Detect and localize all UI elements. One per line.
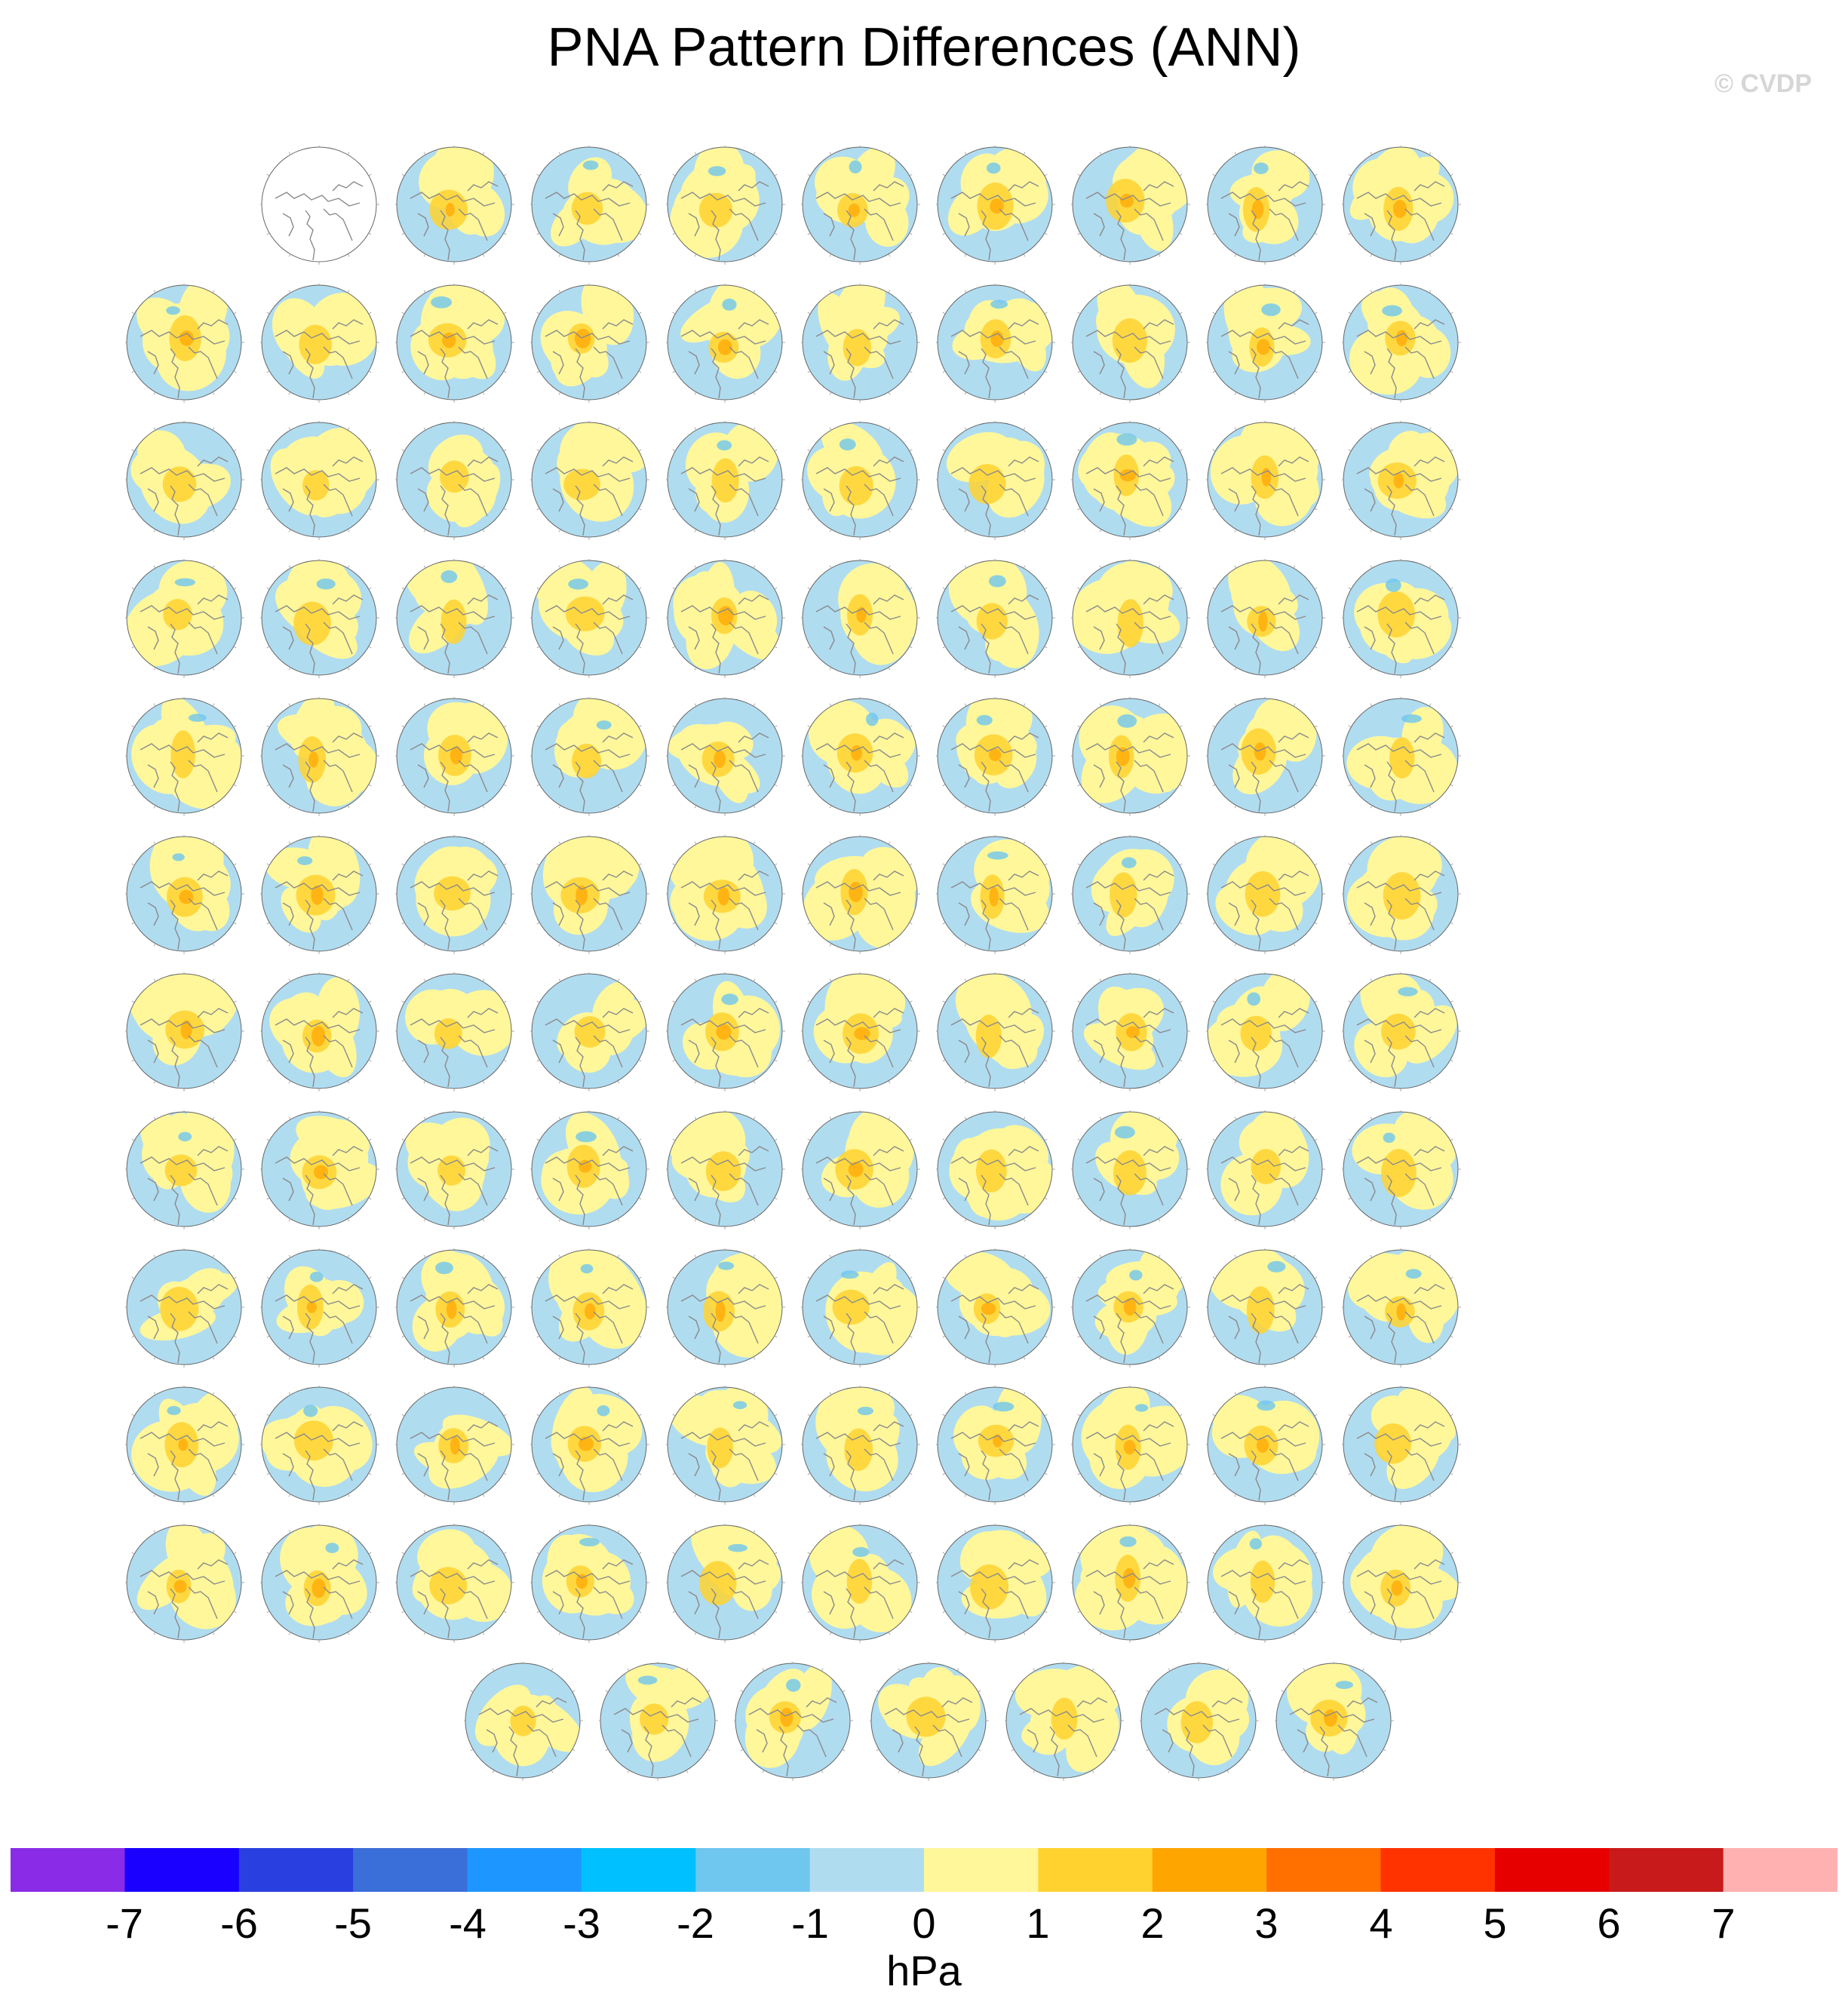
- difference-map: [936, 1386, 1057, 1508]
- difference-map: [1071, 1248, 1192, 1371]
- map-panel: [120, 1235, 248, 1374]
- difference-map: [936, 559, 1057, 681]
- difference-map: [666, 697, 787, 819]
- map-panel: [120, 545, 248, 685]
- map-panel: [796, 1097, 924, 1236]
- map-panel: [1337, 1097, 1465, 1236]
- colorbar-tick-label: 4: [1369, 1899, 1393, 1947]
- difference-map: [530, 421, 651, 543]
- map-panel: [661, 407, 789, 547]
- map-panel: [999, 1648, 1128, 1788]
- difference-map: [395, 559, 516, 681]
- colorbar-tick-label: 6: [1597, 1899, 1621, 1947]
- difference-map: [260, 972, 381, 1095]
- colorbar-tick-label: 1: [1026, 1899, 1050, 1947]
- watermark: © CVDP: [1714, 69, 1812, 98]
- map-panel: [255, 1097, 383, 1236]
- map-panel: [661, 1510, 789, 1650]
- difference-map: [260, 1110, 381, 1233]
- map-panel: [525, 1235, 653, 1374]
- difference-map: [734, 1662, 855, 1784]
- map-panel: [796, 132, 924, 272]
- difference-map: [260, 284, 381, 406]
- colorbar-tick-label: 7: [1711, 1899, 1736, 1947]
- difference-map: [1342, 697, 1463, 819]
- map-panel: [931, 132, 1059, 272]
- map-panel: [1066, 132, 1194, 272]
- difference-map: [125, 559, 246, 681]
- colorbar-swatch: [1381, 1848, 1496, 1892]
- map-panel: [525, 1372, 653, 1512]
- difference-map: [936, 972, 1057, 1095]
- difference-map: [1071, 559, 1192, 681]
- map-panel: [255, 270, 383, 410]
- colorbar-swatch: [1266, 1848, 1381, 1892]
- difference-map: [125, 972, 246, 1095]
- colorbar-tick-label: 5: [1483, 1899, 1507, 1947]
- difference-map: [1342, 1524, 1463, 1646]
- map-panel: [931, 959, 1059, 1098]
- map-panel: [931, 270, 1059, 410]
- difference-map: [395, 1110, 516, 1233]
- difference-map: [395, 421, 516, 543]
- map-panel: [661, 959, 789, 1098]
- difference-map: [1206, 972, 1327, 1095]
- map-panel: [1201, 1235, 1329, 1374]
- map-panel: [255, 545, 383, 685]
- colorbar-tick-label: 2: [1140, 1899, 1165, 1947]
- map-panel: [390, 407, 518, 547]
- colorbar-swatch: [1495, 1848, 1610, 1892]
- map-panel: [1066, 959, 1194, 1098]
- difference-map: [1206, 421, 1327, 543]
- difference-map: [1342, 559, 1463, 681]
- difference-map: [1206, 284, 1327, 406]
- map-panel: [525, 132, 653, 272]
- difference-map: [1206, 697, 1327, 819]
- map-panel: [1337, 1510, 1465, 1650]
- map-panel: [1337, 132, 1465, 272]
- map-panel: [661, 1372, 789, 1512]
- map-panel: [120, 407, 248, 547]
- map-panel: [390, 132, 518, 272]
- map-panel: [796, 683, 924, 823]
- map-panel: [661, 132, 789, 272]
- map-panel: [390, 959, 518, 1098]
- difference-map: [464, 1662, 585, 1784]
- difference-map: [1206, 1110, 1327, 1233]
- difference-map: [870, 1662, 990, 1784]
- map-panel: [1066, 1235, 1194, 1374]
- map-panel: [390, 1097, 518, 1236]
- difference-map: [666, 559, 787, 681]
- colorbar-swatch: [11, 1848, 125, 1892]
- map-panel: [390, 1235, 518, 1374]
- map-panel: [661, 545, 789, 685]
- map-panel: [661, 1235, 789, 1374]
- difference-map: [1071, 421, 1192, 543]
- difference-map: [801, 284, 922, 406]
- map-panel: [1201, 1372, 1329, 1512]
- difference-map: [260, 1248, 381, 1371]
- map-panel: [525, 545, 653, 685]
- map-panel: [459, 1648, 587, 1788]
- difference-map: [666, 835, 787, 957]
- map-panel: [1066, 270, 1194, 410]
- difference-map: [530, 1248, 651, 1371]
- colorbar-tick-label: -5: [334, 1899, 372, 1947]
- map-panel: [1201, 132, 1329, 272]
- map-panel: [1066, 683, 1194, 823]
- colorbar-swatches: [11, 1848, 1837, 1892]
- map-panel: [1201, 821, 1329, 961]
- map-panel: [120, 1372, 248, 1512]
- map-panel: [1201, 683, 1329, 823]
- difference-map: [666, 1110, 787, 1233]
- colorbar-tick-label: -4: [449, 1899, 487, 1947]
- difference-map: [1206, 1386, 1327, 1508]
- map-panel: [1201, 1097, 1329, 1236]
- difference-map: [1140, 1662, 1260, 1784]
- map-panel: [1337, 545, 1465, 685]
- map-panel: [1201, 407, 1329, 547]
- colorbar-swatch: [924, 1848, 1039, 1892]
- difference-map: [936, 284, 1057, 406]
- difference-map: [801, 1386, 922, 1508]
- difference-map: [260, 1386, 381, 1508]
- difference-map: [530, 835, 651, 957]
- difference-map: [801, 421, 922, 543]
- map-panel: [120, 1097, 248, 1236]
- difference-map: [666, 1386, 787, 1508]
- map-panel: [120, 270, 248, 410]
- difference-map: [666, 421, 787, 543]
- difference-map: [1005, 1662, 1125, 1784]
- difference-map: [936, 146, 1057, 268]
- map-panel: [931, 1372, 1059, 1512]
- difference-map: [666, 972, 787, 1095]
- colorbar-swatch: [1609, 1848, 1724, 1892]
- difference-map: [125, 1248, 246, 1371]
- difference-map: [1342, 421, 1463, 543]
- map-panel: [729, 1648, 857, 1788]
- difference-map: [801, 972, 922, 1095]
- difference-map: [666, 1524, 787, 1646]
- map-panel: [1201, 545, 1329, 685]
- difference-map: [530, 972, 651, 1095]
- difference-map: [801, 559, 922, 681]
- difference-map: [395, 1386, 516, 1508]
- map-panel: [1337, 270, 1465, 410]
- map-panel: [931, 683, 1059, 823]
- map-panel: [796, 407, 924, 547]
- page-title: PNA Pattern Differences (ANN): [547, 17, 1301, 78]
- difference-map: [936, 1110, 1057, 1233]
- map-panel: [1337, 1372, 1465, 1512]
- map-panel: [255, 1372, 383, 1512]
- map-panel: [931, 545, 1059, 685]
- map-panel: [796, 959, 924, 1098]
- difference-map: [801, 1524, 922, 1646]
- map-panel: [390, 1510, 518, 1650]
- map-panel: [796, 270, 924, 410]
- difference-map: [1342, 1248, 1463, 1371]
- difference-map: [260, 1524, 381, 1646]
- difference-map: [530, 284, 651, 406]
- map-panel: [525, 270, 653, 410]
- map-panel: [1201, 270, 1329, 410]
- map-panel: [525, 407, 653, 547]
- map-panel: [390, 821, 518, 961]
- difference-map: [936, 835, 1057, 957]
- map-panel: [255, 959, 383, 1098]
- colorbar: [11, 1848, 1837, 1892]
- difference-map: [936, 1524, 1057, 1646]
- map-panel: [525, 959, 653, 1098]
- difference-map: [395, 146, 516, 268]
- difference-map: [395, 697, 516, 819]
- map-panel: [1201, 1510, 1329, 1650]
- difference-map: [1206, 835, 1327, 957]
- colorbar-swatch: [810, 1848, 925, 1892]
- difference-map: [801, 1248, 922, 1371]
- map-panel: [390, 545, 518, 685]
- difference-map: [1206, 146, 1327, 268]
- difference-map: [936, 421, 1057, 543]
- map-panel: [1066, 1372, 1194, 1512]
- difference-map: [1206, 559, 1327, 681]
- difference-map: [1342, 1110, 1463, 1233]
- map-panel: [796, 1235, 924, 1374]
- map-panel: [120, 683, 248, 823]
- map-panel: [661, 270, 789, 410]
- difference-map: [1342, 1386, 1463, 1508]
- difference-map: [666, 284, 787, 406]
- difference-map: [260, 697, 381, 819]
- difference-map: [1071, 146, 1192, 268]
- map-panel: [1337, 959, 1465, 1098]
- map-panel: [661, 821, 789, 961]
- difference-map: [395, 284, 516, 406]
- map-panel: [796, 1510, 924, 1650]
- map-panel: [255, 821, 383, 961]
- colorbar-tick-label: -6: [220, 1899, 258, 1947]
- difference-map: [395, 1524, 516, 1646]
- map-panel: [796, 821, 924, 961]
- difference-map: [1071, 972, 1192, 1095]
- map-panel: [525, 821, 653, 961]
- difference-map: [936, 1248, 1057, 1371]
- map-panel: [661, 1097, 789, 1236]
- colorbar-tick-label: -7: [106, 1899, 143, 1947]
- difference-map: [530, 1386, 651, 1508]
- map-panel: [1337, 683, 1465, 823]
- difference-map: [530, 697, 651, 819]
- difference-map: [801, 835, 922, 957]
- map-panel: [525, 1510, 653, 1650]
- colorbar-swatch: [1153, 1848, 1267, 1892]
- difference-map: [936, 697, 1057, 819]
- colorbar-swatch: [695, 1848, 810, 1892]
- difference-map: [395, 1248, 516, 1371]
- colorbar-swatch: [468, 1848, 582, 1892]
- colorbar-swatch: [124, 1848, 239, 1892]
- difference-map: [666, 146, 787, 268]
- difference-map: [1071, 835, 1192, 957]
- difference-map: [125, 1386, 246, 1508]
- difference-map: [1342, 284, 1463, 406]
- map-panel: [525, 1097, 653, 1236]
- difference-map: [1071, 697, 1192, 819]
- difference-map: [1071, 1524, 1192, 1646]
- difference-map: [801, 1110, 922, 1233]
- colorbar-swatch: [239, 1848, 354, 1892]
- difference-map: [1275, 1662, 1395, 1784]
- map-panel: [931, 821, 1059, 961]
- colorbar-tick-label: 3: [1254, 1899, 1279, 1947]
- difference-map: [530, 1524, 651, 1646]
- map-panel: [255, 683, 383, 823]
- difference-map: [1342, 835, 1463, 957]
- difference-map: [1206, 1524, 1327, 1646]
- map-panel: [1066, 1510, 1194, 1650]
- map-panel: [796, 1372, 924, 1512]
- difference-map: [260, 835, 381, 957]
- difference-map: [125, 697, 246, 819]
- difference-map: [395, 972, 516, 1095]
- difference-map: [260, 421, 381, 543]
- difference-map: [1071, 284, 1192, 406]
- difference-map: [125, 1110, 246, 1233]
- map-panel: [1134, 1648, 1263, 1788]
- difference-map: [801, 146, 922, 268]
- difference-map: [125, 1524, 246, 1646]
- map-panel: [1066, 545, 1194, 685]
- map-panel: [661, 683, 789, 823]
- map-panel: [1201, 959, 1329, 1098]
- map-panel: [1337, 821, 1465, 961]
- difference-map: [1342, 972, 1463, 1095]
- map-panel: [255, 132, 383, 272]
- colorbar-swatch: [582, 1848, 696, 1892]
- difference-map: [1206, 1248, 1327, 1371]
- map-panel: [1269, 1648, 1398, 1788]
- difference-map: [530, 559, 651, 681]
- map-panel: [525, 683, 653, 823]
- map-panel: [390, 270, 518, 410]
- colorbar-tick-label: -2: [677, 1899, 714, 1947]
- map-panel: [120, 821, 248, 961]
- map-panel: [931, 1510, 1059, 1650]
- reference-map: [260, 146, 381, 268]
- map-panel: [931, 1097, 1059, 1236]
- difference-map: [125, 421, 246, 543]
- colorbar-units: hPa: [886, 1947, 962, 1994]
- colorbar-swatch: [353, 1848, 468, 1892]
- map-panel: [931, 1235, 1059, 1374]
- map-panel: [390, 1372, 518, 1512]
- colorbar-tick-label: -3: [563, 1899, 600, 1947]
- map-panel: [594, 1648, 722, 1788]
- map-panel: [1337, 1235, 1465, 1374]
- map-panel: [390, 683, 518, 823]
- map-panel: [120, 1510, 248, 1650]
- difference-map: [260, 559, 381, 681]
- map-panel: [864, 1648, 993, 1788]
- map-panel: [1066, 407, 1194, 547]
- colorbar-swatch: [1038, 1848, 1153, 1892]
- difference-map: [1071, 1110, 1192, 1233]
- map-panel: [255, 407, 383, 547]
- difference-map: [1342, 146, 1463, 268]
- difference-map: [530, 1110, 651, 1233]
- map-panel: [1066, 821, 1194, 961]
- map-panel: [120, 959, 248, 1098]
- map-panel: [255, 1510, 383, 1650]
- map-panel: [931, 407, 1059, 547]
- colorbar-tick-label: 0: [912, 1899, 936, 1947]
- difference-map: [599, 1662, 720, 1784]
- difference-map: [125, 835, 246, 957]
- map-panel: [1337, 407, 1465, 547]
- difference-map: [125, 284, 246, 406]
- difference-map: [666, 1248, 787, 1371]
- difference-map: [1071, 1386, 1192, 1508]
- difference-map: [801, 697, 922, 819]
- colorbar-tick-label: -1: [791, 1899, 829, 1947]
- map-panel: [1066, 1097, 1194, 1236]
- map-panel: [255, 1235, 383, 1374]
- difference-map: [530, 146, 651, 268]
- map-panel: [796, 545, 924, 685]
- difference-map: [395, 835, 516, 957]
- colorbar-swatch: [1724, 1848, 1837, 1892]
